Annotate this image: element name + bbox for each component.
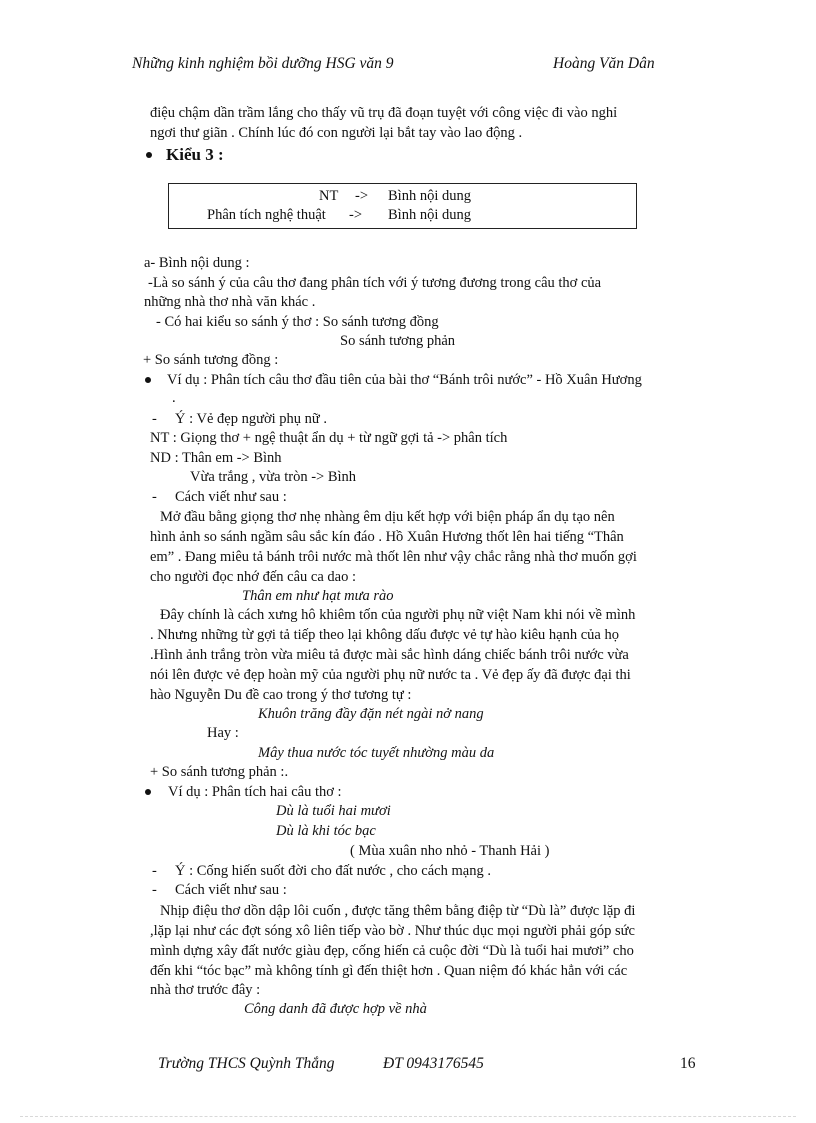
footer-school: Trường THCS Quỳnh Thắng xyxy=(158,1055,335,1072)
body-line: a- Bình nội dung : xyxy=(144,255,250,271)
dash-marker: - xyxy=(152,882,157,898)
body-line: ,lặp lại như các đợt sóng xô liên tiếp vào bờ . Như thúc dục mọi người phải góp sức xyxy=(150,923,635,939)
body-line: + So sánh tương đồng : xyxy=(143,352,279,368)
dash-marker: - xyxy=(152,411,157,427)
header-title: Những kinh nghiệm bồi dưỡng HSG văn 9 xyxy=(132,55,394,72)
body-line: Cách viết như sau : xyxy=(175,489,287,505)
body-line: -Là so sánh ý của câu thơ đang phân tích với ý tương đương trong câu thơ của xyxy=(148,275,602,291)
body-line: hình ảnh so sánh ngầm sâu sắc kín đáo . Hồ Xuân Hương thốt lên hai tiếng “Thân xyxy=(150,529,624,545)
body-line: hào Nguyễn Du đề cao trong ý thơ tương tự : xyxy=(150,687,412,703)
poem-line: Mây thua nước tóc tuyết nhường màu da xyxy=(258,745,495,761)
body-line: Cách viết như sau : xyxy=(175,882,287,898)
body-line: .Hình ảnh trắng tròn vừa miêu tả được mài sắc hình dáng chiếc bánh trôi nước vừa xyxy=(150,647,629,663)
box-row2-right: Bình nội dung xyxy=(388,207,471,223)
body-line: đến khi “tóc bạc” mà không tính gì đến thiệt hơn . Quan niệm đó khác hẳn với các xyxy=(150,963,628,979)
page-divider xyxy=(20,1116,796,1117)
body-line: So sánh tương phản xyxy=(340,333,456,349)
bullet-icon xyxy=(145,377,151,383)
body-line: em” . Đang miêu tả bánh trôi nước mà thốt lên như vậy chắc rằng nhà thơ muốn gợi xyxy=(150,549,637,565)
body-line: . Nhưng những từ gợi tả tiếp theo lại không dấu được vẻ tự hào kiêu hạnh của họ xyxy=(150,627,619,643)
box-row1-right: Bình nội dung xyxy=(388,188,471,204)
body-line: - Có hai kiểu so sánh ý thơ : So sánh tương đồng xyxy=(156,314,439,330)
dash-marker: - xyxy=(152,489,157,505)
section-title: Kiểu 3 : xyxy=(166,145,224,164)
body-line: Ví dụ : Phân tích hai câu thơ : xyxy=(168,784,342,800)
bullet-icon xyxy=(146,152,152,158)
footer-phone: ĐT 0943176545 xyxy=(383,1055,484,1072)
body-line: Đây chính là cách xưng hô khiêm tốn của người phụ nữ việt Nam khi nói về mình xyxy=(160,607,636,623)
body-line: Ý : Cống hiến suốt đời cho đất nước , cho cách mạng . xyxy=(175,863,491,879)
body-line: + So sánh tương phản :. xyxy=(150,764,289,780)
box-row2-left: Phân tích nghệ thuật xyxy=(207,207,326,223)
poem-line: Công danh đã được hợp về nhà xyxy=(244,1001,427,1017)
body-line: Nhịp điệu thơ dồn dập lôi cuốn , được tăng thêm bằng điệp từ “Dù là” được lặp đi xyxy=(160,903,636,919)
poem-line: Dù là khi tóc bạc xyxy=(276,823,376,839)
poem-line: Khuôn trăng đầy đặn nét ngài nở nang xyxy=(258,706,484,722)
poem-source: ( Mùa xuân nho nhỏ - Thanh Hải ) xyxy=(350,843,550,859)
page-number: 16 xyxy=(680,1055,696,1072)
body-line: Hay : xyxy=(207,725,239,741)
header-author: Hoàng Văn Dân xyxy=(553,55,655,72)
body-line: nói lên được vẻ đẹp hoàn mỹ của người phụ nữ nước ta . Vẻ đẹp ấy đã được đại thi xyxy=(150,667,631,683)
poem-line: Dù là tuổi hai mươi xyxy=(276,803,391,819)
intro-line-1: điệu chậm dần trầm lắng cho thấy vũ trụ đã đoạn tuyệt với công việc đi vào nghỉ xyxy=(150,105,618,121)
body-line: mình dựng xây đất nước giàu đẹp, cống hiến cả cuộc đời “Dù là tuổi hai mươi” cho xyxy=(150,943,634,959)
body-line: . xyxy=(172,390,176,406)
box-row1-arrow: -> xyxy=(355,188,369,204)
body-line: Ý : Vẻ đẹp người phụ nữ . xyxy=(175,411,327,427)
body-line: ND : Thân em -> Bình xyxy=(150,450,282,466)
bullet-icon xyxy=(145,789,151,795)
body-line: Mở đầu bằng giọng thơ nhẹ nhàng êm dịu kết hợp với biện pháp ẩn dụ tạo nên xyxy=(160,509,615,525)
poem-line: Thân em như hạt mưa rào xyxy=(242,588,394,604)
body-line: Vừa trắng , vừa tròn -> Bình xyxy=(190,469,357,485)
dash-marker: - xyxy=(152,863,157,879)
body-line: những nhà thơ nhà văn khác . xyxy=(144,294,316,310)
box-row2-arrow: -> xyxy=(349,207,363,223)
body-line: Ví dụ : Phân tích câu thơ đầu tiên của bài thơ “Bánh trôi nước” - Hồ Xuân Hương xyxy=(167,372,642,388)
body-line: cho người đọc nhớ đến câu ca dao : xyxy=(150,569,356,585)
body-line: nhà thơ trước đây : xyxy=(150,982,261,998)
summary-box xyxy=(168,183,637,229)
intro-line-2: ngơi thư giãn . Chính lúc đó con người lại bắt tay vào lao động . xyxy=(150,125,523,141)
body-line: NT : Giọng thơ + ngệ thuật ẩn dụ + từ ngữ gợi tả -> phân tích xyxy=(150,430,508,446)
box-row1-left: NT xyxy=(319,188,339,204)
